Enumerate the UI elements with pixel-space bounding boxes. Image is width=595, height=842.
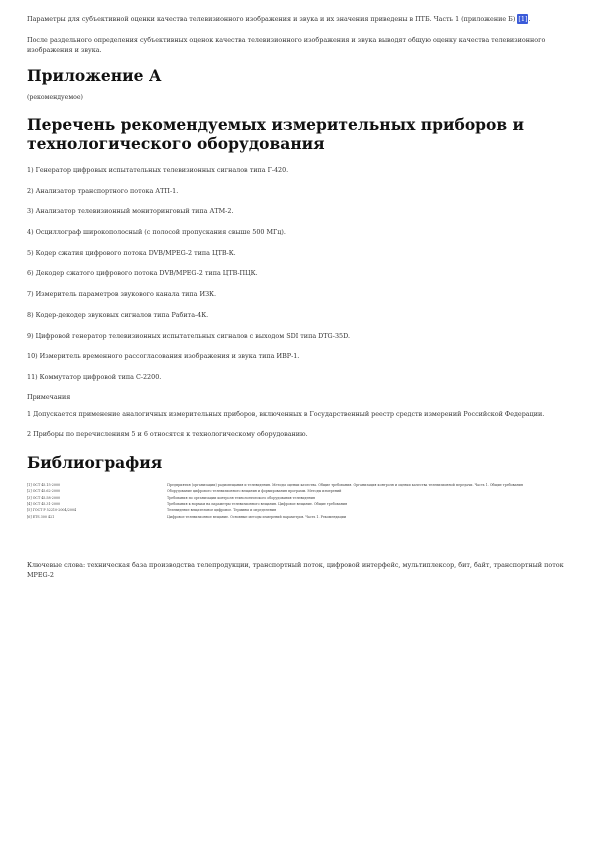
intro-paragraph-1 xyxy=(27,14,567,24)
bib-title: Требования по организации контроля технологического оборудования телевидения xyxy=(167,495,315,500)
intro-paragraph-2: После раздельного определения субъективных оценок качества телевизионного изображения и звука выводят общую оценку качества телевизионного изображения и звука. xyxy=(27,36,546,54)
list-item: 5) Кодер сжатия цифрового потока DVB/MPEG-2 типа ЦТВ-К. xyxy=(27,248,236,257)
equipment-list-heading: Перечень рекомендуемых измерительных приборов и технологического оборудования xyxy=(27,115,524,153)
document-page xyxy=(27,14,567,580)
bib-code: [3] ОСТ 45.58-2000 xyxy=(27,495,61,500)
reference-link[interactable]: [1] xyxy=(518,15,528,23)
appendix-subtitle: (рекомендуемое) xyxy=(27,94,83,101)
bib-code: [2] ОСТ 45.62-2000 xyxy=(27,489,61,494)
bib-code: [6] ETS 300 421 xyxy=(27,514,55,519)
bib-title: Оборудование цифрового телевизионного вещания и формирования программ. Методы измерений xyxy=(167,489,342,494)
bib-code: [4] ОСТ 45.31-2000 xyxy=(27,501,61,506)
list-item: 1) Генератор цифровых испытательных телевизионных сигналов типа Г-420. xyxy=(27,166,289,174)
equipment-list xyxy=(27,165,567,382)
list-item: 6) Декодер сжатого цифрового потока DVB/MPEG-2 типа ЦТВ-ПЦК. xyxy=(27,269,258,278)
list-item: 7) Измеритель параметров звукового канала типа ИЗК. xyxy=(27,290,217,299)
table-row xyxy=(27,514,567,520)
intro-end: . xyxy=(528,15,531,23)
list-item: 10) Измеритель временного рассогласования изображения и звука типа ИВР-1. xyxy=(27,352,300,361)
bib-title: Предприятия (организации) радиовещания и телевидения. Методы оценки качества. Общие требования. Организация контроля и оценки качества телевизионной передачи. Часть 1. Общие требования xyxy=(167,482,523,487)
appendix-title: Приложение А xyxy=(27,66,162,85)
note-1: 1 Допускается применение аналогичных измерительных приборов, включенных в Государственный реестр средств измерений Российской Федерации. xyxy=(27,409,545,418)
bib-title: Телевидение вещательное цифровое. Термины и определения xyxy=(167,508,277,513)
list-item: 11) Коммутатор цифровой типа С-2200. xyxy=(27,372,162,381)
list-item: 2) Анализатор транспортного потока АТП-1. xyxy=(27,186,179,195)
bib-code: [5] ГОСТ Р 52210-2004/2004 xyxy=(27,508,77,513)
list-item: 9) Цифровой генератор телевизионных испытательных сигналов с выходом SDI типа DTG-35D. xyxy=(27,331,350,340)
keywords: Ключевые слова: техническая база производства телепродукции, транспортный поток, цифровой интерфейс, мультиплексор, бит, байт, транспортный поток MPEG-2 xyxy=(27,560,564,579)
list-item: 4) Осциллограф широкополосный (с полосой пропускания свыше 500 МГц). xyxy=(27,228,286,237)
bib-title: Требования к нормам на параметры телевизионного вещания. Цифровое вещание. Общие требования xyxy=(167,501,348,506)
table-row xyxy=(27,482,567,488)
bib-title: Цифровое телевизионное вещание. Основные методы измерений параметров. Часть 1. Рекомендации xyxy=(167,514,347,519)
list-item: 8) Кодер-декодер звуковых сигналов типа Рабита-4К. xyxy=(27,310,209,319)
bibliography-title: Библиография xyxy=(27,452,163,472)
intro-text: Параметры для субъективной оценки качества телевизионного изображения и звука и их значения приведены в ПТБ. Часть 1 (приложение Б) xyxy=(27,15,518,23)
note-2: 2 Приборы по перечислениям 5 и 6 относятся к технологическому оборудованию. xyxy=(27,429,308,438)
bibliography-table xyxy=(27,482,567,520)
bib-code: [1] ОСТ 45.15-2000 xyxy=(27,482,61,487)
notes-title: Примечания xyxy=(27,392,71,401)
list-item: 3) Анализатор телевизионный мониторинговый типа АТМ-2. xyxy=(27,207,234,216)
